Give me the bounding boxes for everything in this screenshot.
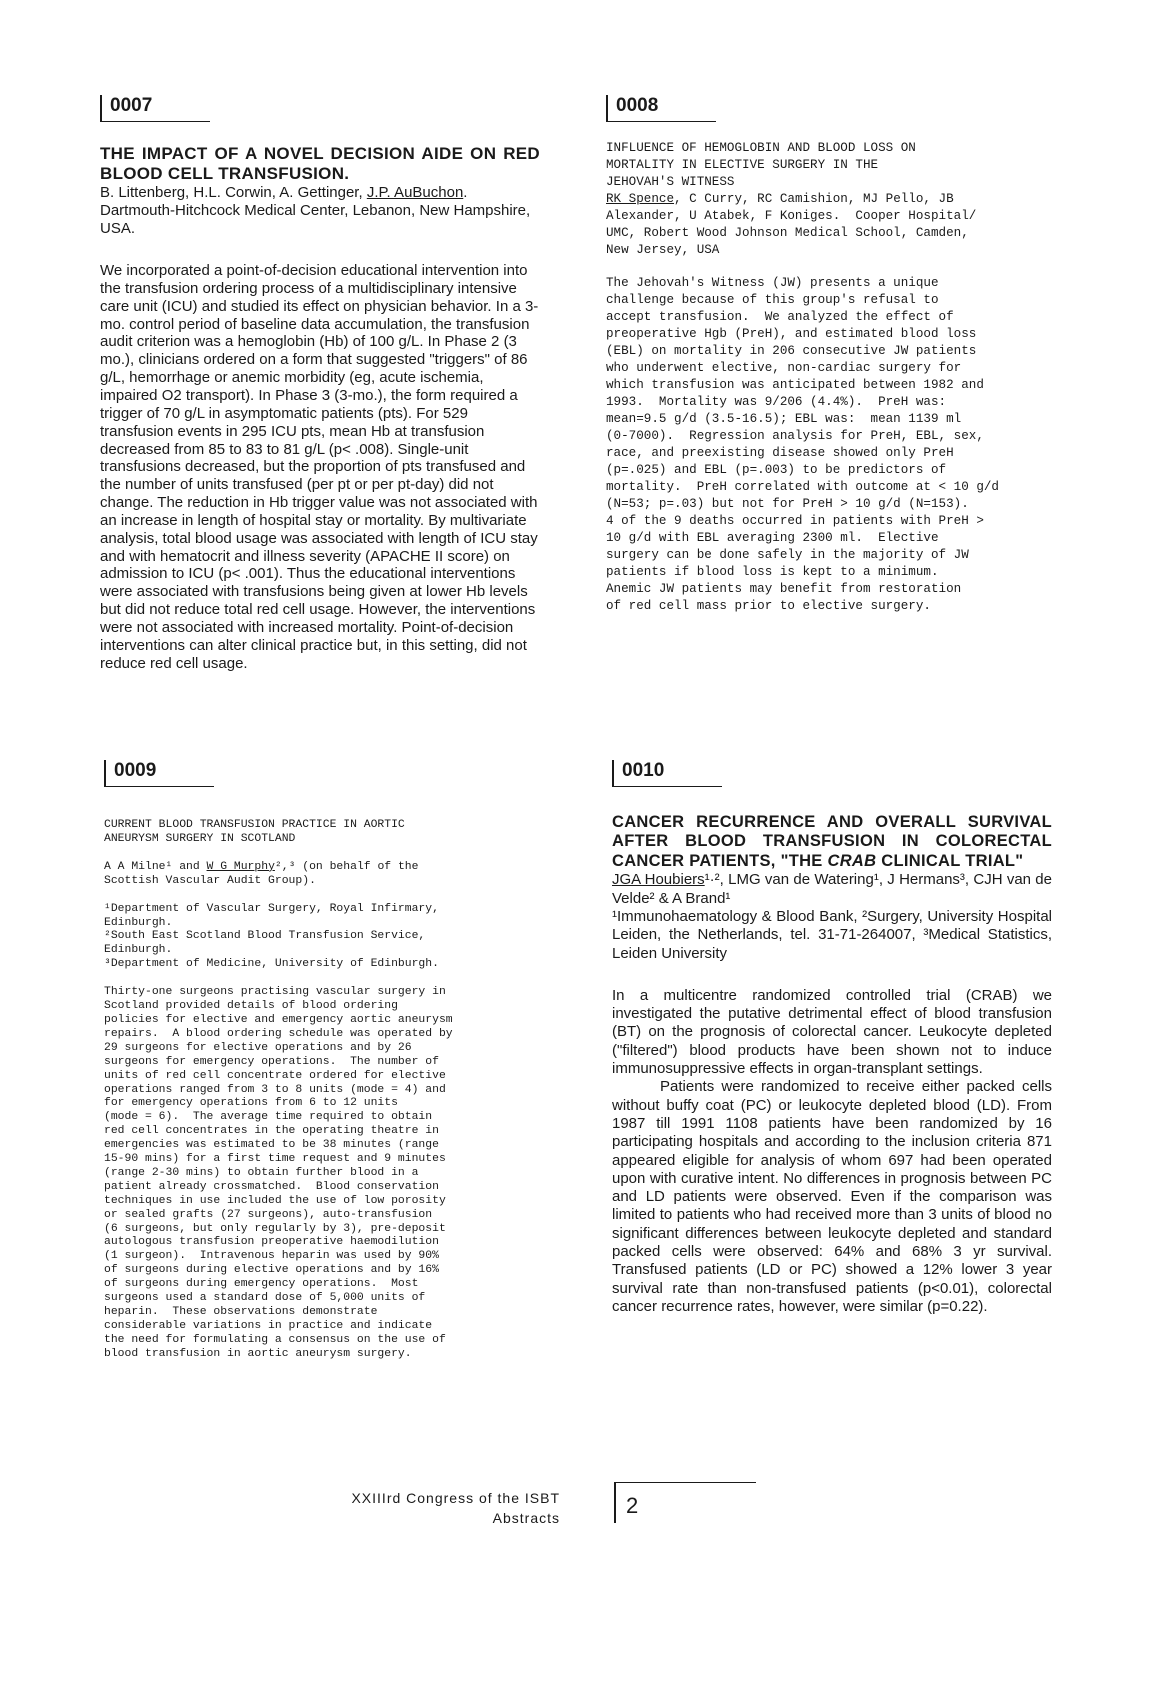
title-text: CANCER RECURRENCE AND OVERALL SURVIVAL AFTER BLOOD TRANSFUSION IN COLORECTAL CANCER PATIENTS, "THE: [612, 813, 1052, 870]
presenting-author: W G Murphy: [206, 860, 275, 873]
abstract-number: 0007: [100, 95, 210, 122]
abstract-affiliation: ¹Immunohaematology & Blood Bank, ²Surgery, University Hospital Leiden, the Netherlands, tel. 31-71-264007, ³Medical Statistics, Leiden University: [612, 908, 1052, 962]
abstract-0010: [612, 760, 1052, 1316]
title-end: CLINICAL TRIAL": [876, 851, 1024, 870]
abstract-authors: [606, 191, 1066, 259]
title-italic: CRAB: [827, 851, 877, 870]
abstract-title: INFLUENCE OF HEMOGLOBIN AND BLOOD LOSS ON MORTALITY IN ELECTIVE SURGERY IN THE JEHOVAH'S WITNESS: [606, 141, 916, 189]
abstract-number: 0009: [104, 760, 214, 787]
authors-text: ¹·², LMG van de Watering¹, J Hermans³, CJH van de Velde² & A Brand¹: [612, 871, 1052, 907]
abstract-0009: [104, 760, 554, 1362]
authors-text: B. Littenberg, H.L. Corwin, A. Gettinger,: [100, 184, 367, 202]
abstract-body: The Jehovah's Witness (JW) presents a unique challenge because of this group's refusal to accept transfusion. We analyzed the effect of preoperative Hgb (PreH), and estimated blood loss (EBL) on mortality in 206 consecutive JW patients who underwent elective, non-cardiac surgery for which transfusion was anticipated between 1982 and 1993. Mortality was 9/206 (4.4%). PreH was: mean=9.5 g/d (3.5-16.5); EBL was: mean 1139 ml (0-7000). Regression analysis for PreH, EBL, sex, race, and preexisting disease showed only PreH (p=.025) and EBL (p=.003) to be predictors of mortality. PreH correlated with outcome at < 10 g/d (N=53; p=.03) but not for PreH > 10 g/d (N=153). 4 of the 9 deaths occurred in patients with PreH > 10 g/d with EBL averaging 2300 ml. Elective surgery can be done safely in the majority of JW patients if blood loss is kept to a minimum. Anemic JW patients may benefit from restoration of red cell mass prior to elective surgery.: [606, 276, 999, 613]
abstract-affiliation: Dartmouth-Hitchcock Medical Center, Lebanon, New Hampshire, USA.: [100, 202, 531, 238]
abstract-body-paragraph-1: In a multicentre randomized controlled trial (CRAB) we investigated the putative detrimental effect of blood transfusion (BT) on the prognosis of colorectal cancer. Leukocyte depleted ("filtered") blood products have been shown not to induce immunosuppressive effects in organ-transplant settings.: [612, 986, 1052, 1078]
authors-text: , C Curry, RC Camishion, MJ Pello, JB Alexander, U Atabek, F Koniges. Cooper Hospital/ UMC, Robert Wood Johnson Medical School, Camden, New Jersey, USA: [606, 192, 977, 257]
presenting-author: J.P. AuBuchon: [366, 184, 464, 202]
presenting-author: RK Spence: [606, 192, 675, 206]
abstract-authors: [100, 184, 540, 202]
abstract-0008: [606, 95, 1066, 615]
abstract-authors: [612, 871, 1052, 908]
congress-name: XXIIIrd Congress of the ISBT: [351, 1490, 560, 1506]
abstract-title: [612, 813, 1052, 871]
abstract-body: We incorporated a point-of-decision educational intervention into the transfusion ordering process of a multidisciplinary intensive care unit (ICU) and studied its effect on physician behavior. In a 3-mo. control period of baseline data accumulation, the transfusion audit criterion was a hemoglobin (Hb) of 100 g/L. In Phase 2 (3 mo.), clinicians ordered on a form that suggested "triggers" of 86 g/L, hemorrhage or anemic morbidity (eg, acute ischemia, impaired O2 transport). In Phase 3 (3-mo.), the form required a trigger of 70 g/L in asymptomatic patients (pts). For 529 transfusion events in 295 ICU pts, mean Hb at transfusion decreased from 85 to 83 to 81 g/L (p< .008). Single-unit transfusions decreased, but the proportion of pts transfused and the number of units transfused (per pt or per pt-day) did not change. The reduction in Hb trigger value was not associated with an increase in length of hospital stay or mortality. By multivariate analysis, total blood usage was associated with length of ICU stay and with hematocrit and illness severity (APACHE II score) on admission to ICU (p< .001). Thus the educational interventions were associated with transfusions being given at lower Hb levels but did not reduce total red cell usage. However, the interventions were not associated with increased mortality. Point-of-decision interventions can alter clinical practice but, in this setting, did not reduce red cell usage.: [100, 262, 539, 672]
presenting-author: JGA Houbiers: [612, 871, 705, 889]
abstract-0007: [100, 95, 540, 673]
abstract-body-paragraph-2: Patients were randomized to receive either packed cells without buffy coat (PC) or leukocyte depleted blood (LD). From 1987 till 1991 1108 patients have been randomized by 16 participating hospitals and according to the inclusion criteria 871 appeared eligible for analysis of whom 697 had been operated upon with curative intent. No differences in prognosis between PC and LD patients were observed. Even if the comparison was limited to patients who had received more than 3 units of blood no significant differences between leukocyte depleted and standard packed cells were observed: 64% and 68% 3 yr survival. Transfused patients (LD or PC) showed a 12% lower 3 year survival rate than non-transfused patients (p<0.01), colorectal cancer recurrence rates, however, were similar (p=0.22).: [612, 1078, 1052, 1315]
abstract-title: THE IMPACT OF A NOVEL DECISION AIDE ON RED BLOOD CELL TRANSFUSION.: [100, 144, 540, 184]
authors-sup: ²,³: [274, 860, 296, 873]
abstract-authors: [104, 861, 554, 889]
abstracts-label: Abstracts: [492, 1510, 560, 1526]
abstract-number: 0010: [612, 760, 722, 787]
journal-footer: [330, 1488, 560, 1528]
abstract-affiliations: ¹Department of Vascular Surgery, Royal Infirmary, Edinburgh. ²South East Scotland Blood Transfusion Service, Edinburgh. ³Department of Medicine, University of Edinburgh.: [104, 902, 439, 971]
abstract-body: Thirty-one surgeons practising vascular surgery in Scotland provided details of blood ordering policies for elective and emergency aortic aneurysm repairs. A blood ordering schedule was operated by 29 surgeons for elective operations and by 26 surgeons for emergency operations. The number of units of red cell concentrate ordered for elective operations ranged from 3 to 8 units (mode = 4) and for emergency operations from 6 to 12 units (mode = 6). The average time required to obtain red cell concentrates in the operating theatre in emergencies was estimated to be 38 minutes (range 15-90 mins) for a first time request and 9 minutes (range 2-30 mins) to obtain further blood in a patient already crossmatched. Blood conservation techniques in use included the use of low porosity or sealed grafts (27 surgeons), auto-transfusion (6 surgeons, but only regularly by 3), pre-deposit autologous transfusion preoperative haemodilution (1 surgeon). Intravenous heparin was used by 90% of surgeons during elective operations and by 16% of surgeons during emergency operations. Most surgeons used a standard dose of 5,000 units of heparin. These observations demonstrate considerable variations in practice and indicate the need for formulating a consensus on the use of blood transfusion in aortic aneurysm surgery.: [104, 986, 453, 1360]
authors-end: .: [463, 184, 468, 202]
abstract-title: CURRENT BLOOD TRANSFUSION PRACTICE IN AORTIC ANEURYSM SURGERY IN SCOTLAND: [104, 819, 405, 845]
page-number: 2: [614, 1482, 756, 1523]
abstract-number: 0008: [606, 95, 716, 122]
authors-text: A A Milne¹ and: [104, 860, 207, 873]
authors-rest: (on behalf of the Scottish Vascular Audit Group).: [104, 860, 419, 887]
